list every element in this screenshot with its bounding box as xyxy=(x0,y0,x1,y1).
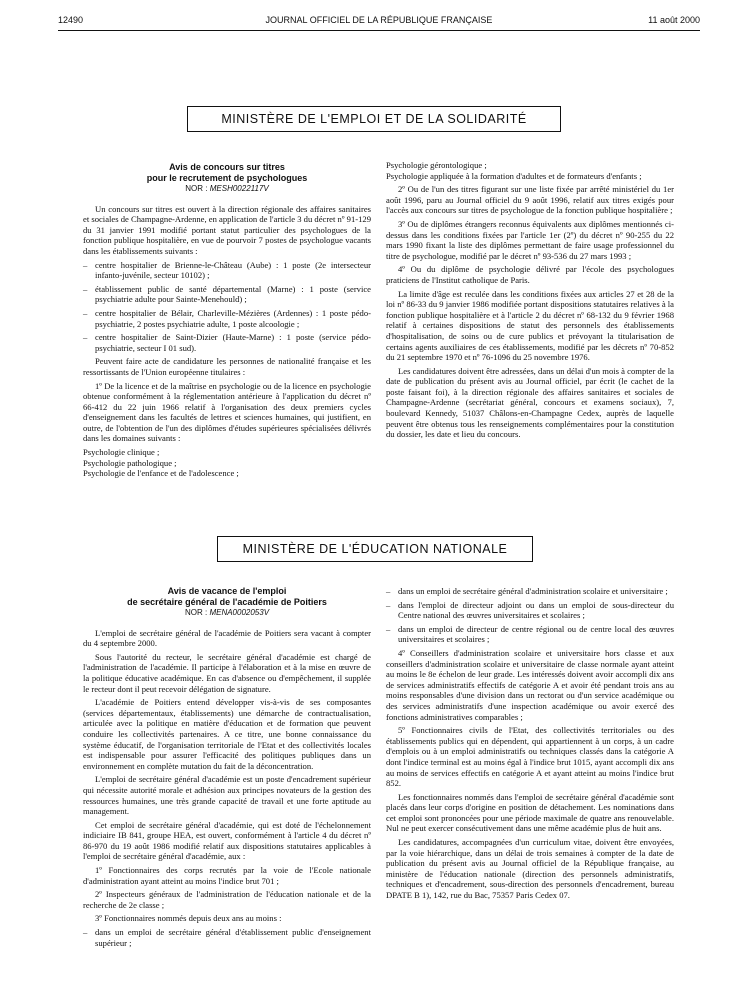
paragraph: Les fonctionnaires nommés dans l'emploi de secrétaire général d'académie sont placés dans leur corps d'origine en position de détachement. Les nominations dans cet emploi sont prononcées pour une période maximale de quatre ans renouvelable. Nul ne peut exercer consécutivement dans une même académie plus de huit ans. xyxy=(386,791,674,834)
paragraph: 3º Fonctionnaires nommés depuis deux ans au moins : xyxy=(95,913,282,924)
paragraph: L'académie de Poitiers entend développer vis-à-vis de ses composantes (services départementaux, établissements) une démarche de contractualisation, articulée avec la politique en matière d'éducation et de formation que peuvent conduire les collectivités partenaires. A ce titre, une bonne connaissance du système éducatif, de l'organisation territoriale de l'Etat et des collectivités locales est indispensable pour assurer l'efficacité des politiques publiques dans un environnement en complète mutation du fait de la déconcentration. xyxy=(83,697,371,771)
page-number: 12490 xyxy=(58,15,84,25)
paragraph: 4º Ou du diplôme de psychologie délivré par l'école des psychologues praticiens de l'Institut catholique de Paris. xyxy=(386,264,674,285)
domain-item: Psychologie gérontologique ; xyxy=(386,160,487,170)
notice-title-line1: Avis de vacance de l'emploi xyxy=(167,586,287,596)
paragraph: Les candidatures doivent être adressées, dans un délai d'un mois à compter de la date de publication du présent avis au Journal officiel, par écrit (le cachet de la poste faisant foi), à la direction régionale des affaires sanitaires et sociales de Champagne-Ardenne (secrétariat général, concours et examens sociaux), 7, boulevard Kennedy, 51037 Châlons-en-Champagne Cedex, auprès de laquelle peuvent être obtenus tous les renseignements complémentaires pour la constitution du dossier, les date et lieu du concours. xyxy=(386,365,674,440)
list-item: – centre hospitalier de Saint-Dizier (Haute-Marne) : 1 poste (service pédo-psychiatrie, secteur I 01 sud). xyxy=(83,332,371,353)
page-header xyxy=(58,12,700,28)
notice-title-line2: de secrétaire général de l'académie de Poitiers xyxy=(127,596,327,607)
ministry-heading-education: MINISTÈRE DE L'ÉDUCATION NATIONALE xyxy=(217,536,533,562)
domain-item: Psychologie clinique ; xyxy=(83,447,160,458)
paragraph: 5º Fonctionnaires civils de l'Etat, des collectivités territoriales ou des établissements publics qui en dépendent, qui appartiennent à un corps, à un cadre d'emplois ou à un emploi administratifs ou techniques classés dans la catégorie A dont l'indice terminal est au moins égal à l'indice brut 1015, ayant accompli dix ans au moins de services effectifs en catégorie A et ayant atteint au moins l'indice brut 852. xyxy=(386,725,674,789)
domain-item: Psychologie de l'enfance et de l'adolescence ; xyxy=(83,468,239,479)
notice-title-line2: pour le recrutement de psychologues xyxy=(146,172,308,183)
domain-item: Psychologie appliquée à la formation d'adultes et de formateurs d'enfants ; xyxy=(386,170,642,181)
paragraph: Sous l'autorité du recteur, le secrétaire général d'académie est chargé de l'administration de l'académie. Il participe à l'élaboration et à la mise en œuvre de la politique éducative académique. En cas d'absence ou d'empêchement, il supplée le recteur dont il peut recevoir délégation de signature. xyxy=(83,651,371,694)
paragraph: Un concours sur titres est ouvert à la direction régionale des affaires sanitaires et sociales de Champagne-Ardenne, en application de l'article 3 du décret nº 91-129 du 31 janvier 1991 modifié portant statut particulier des psychologues de la fonction publique hospitalière, en vue de pourvoir 7 postes de psychologue vacants dans les établissements suivants : xyxy=(83,203,371,256)
paragraph: Cet emploi de secrétaire général d'académie, qui est doté de l'échelonnement indiciaire IB 841, groupe HEA, est ouvert, conformément à l'article 4 du décret nº 86-970 du 19 août 1986 modifié relatif aux dispositions statutaires applicables à l'emploi de secrétaire général d'académie, aux : xyxy=(83,819,371,862)
nor-code: MENA0002053V xyxy=(209,608,270,617)
header-rule xyxy=(58,30,700,31)
domain-item: Psychologie pathologique ; xyxy=(83,457,177,468)
list-item: – dans un emploi de directeur de centre régional ou de centre local des œuvres universitaires et scolaires ; xyxy=(386,623,674,645)
list-item: – dans l'emploi de directeur adjoint ou dans un emploi de sous-directeur du Centre national des œuvres universitaires et scolaires ; xyxy=(386,599,674,621)
list-item: – centre hospitalier de Brienne-le-Château (Aube) : 1 poste (2e intersecteur infanto-juvénile, secteur 10102) ; xyxy=(83,259,371,281)
paragraph: Les candidatures, accompagnées d'un curriculum vitae, doivent être envoyées, par la voie hiérarchique, dans un délai de trois semaines à compter de la date de publication du présent avis au Journal officiel de la République française, au ministère de l'éducation nationale (direction des personnels administratifs, techniques et d'encadrement, sous-direction des personnels d'encadrement, bureau DPATE B 1), 142, rue du Bac, 75357 Paris Cedex 07. xyxy=(386,837,674,901)
paragraph: L'emploi de secrétaire général de l'académie de Poitiers sera vacant à compter du 4 septembre 2000. xyxy=(83,627,371,649)
paragraph: 1º De la licence et de la maîtrise en psychologie ou de la licence en psychologie obtenue conformément à la réglementation antérieure à l'application du décret nº 66-412 du 22 juin 1966 relatif à l'organisation des deux premiers cycles d'enseignement dans les facultés de lettres et sciences humaines, qui justifient, en outre, de l'obtention de l'un des diplômes d'études supérieures spécialisées délivrés dans les domaines suivants : xyxy=(83,380,371,444)
journal-title: JOURNAL OFFICIEL DE LA RÉPUBLIQUE FRANÇAISE xyxy=(265,15,493,25)
paragraph: L'emploi de secrétaire général d'académie est un poste d'encadrement supérieur qui nécessite autorité morale et adhésion aux principes novateurs de la gestion des ressources humaines, une très grande capacité de travail et une forte aptitude au management. xyxy=(83,774,371,817)
paragraph: La limite d'âge est reculée dans les conditions fixées aux articles 27 et 28 de la loi nº 86-33 du 9 janvier 1986 modifiée portant dispositions statutaires relatives à la fonction publique hospitalière et à l'article 2 du décret nº 68-132 du 9 février 1968 relatif à certaines dispositions de statut des personnels des établissements d'hospitalisation, de soins ou de cure publics et prévoyant la titularisation de certains agents auxiliaires de ces établissements, modifié par les décrets nº 70-852 du 21 septembre 1970 et nº 76-1096 du 25 novembre 1976. xyxy=(386,288,674,363)
nor-reference xyxy=(83,184,371,195)
notice-concours-col1 xyxy=(83,162,371,479)
issue-date: 11 août 2000 xyxy=(648,15,700,25)
list-item: – dans un emploi de secrétaire général d'administration scolaire et universitaire ; xyxy=(386,586,668,596)
ministry-heading-emploi: MINISTÈRE DE L'EMPLOI ET DE LA SOLIDARITÉ xyxy=(187,106,561,132)
notice-vacance-col2 xyxy=(386,586,674,904)
paragraph: 2º Ou de l'un des titres figurant sur une liste fixée par arrêté ministériel du 1er août 1996, paru au Journal officiel du 9 août 1996, relatif aux titres exigés pour l'accès aux concours sur titres de psychologue de la fonction publique hospitalière ; xyxy=(386,184,674,216)
notice-vacance-col1 xyxy=(83,586,371,951)
nor-reference xyxy=(83,608,371,619)
paragraph: 1º Fonctionnaires des corps recrutés par la voie de l'Ecole nationale d'administration ayant atteint au moins l'indice brut 701 ; xyxy=(83,865,371,886)
list-item: – dans un emploi de secrétaire général d'établissement public d'enseignement supérieur ; xyxy=(83,927,371,948)
list-item: – centre hospitalier de Bélair, Charleville-Mézières (Ardennes) : 1 poste pédo-psychiatrie, 2 postes psychiatrie adulte, 1 poste alcoologie ; xyxy=(83,307,371,329)
notice-concours-col2 xyxy=(386,160,674,443)
nor-label: NOR : xyxy=(185,184,208,193)
list-item: – établissement public de santé départemental (Marne) : 1 poste (service psychiatrie adulte pour Sainte-Menehould) ; xyxy=(83,283,371,305)
paragraph: 3º Ou de diplômes étrangers reconnus équivalents aux diplômes mentionnés ci-dessus dans les conditions fixées par l'article 1er (2º) du décret nº 90-255 du 22 mars 1990 fixant la liste des diplômes permettant de faire usage professionnel du titre de psychologue, modifié par le décret nº 93-536 du 27 mars 1993 ; xyxy=(386,218,674,261)
nor-label: NOR : xyxy=(184,608,208,617)
paragraph: 4º Conseillers d'administration scolaire et universitaire hors classe et aux conseillers d'administration scolaire et universitaire de classe normale ayant atteint au moins le 8e échelon de leur grade. Les intéressés doivent avoir accompli dix ans de services administratifs effectifs de catégorie A et avoir été pendant trois ans au moins responsables d'une division dans un rectorat ou d'un service académique ou des services administratifs d'une inspection académique ou avoir exercé des fonctions administratives comparables ; xyxy=(386,647,674,722)
nor-code: MESH0022117V xyxy=(209,184,269,193)
notice-title-line1: Avis de concours sur titres xyxy=(169,162,285,172)
paragraph: Peuvent faire acte de candidature les personnes de nationalité française et les ressortissants de l'Union européenne titulaires : xyxy=(83,356,371,377)
paragraph: 2º Inspecteurs généraux de l'administration de l'éducation nationale et de la recherche de 2e classe ; xyxy=(83,889,371,910)
